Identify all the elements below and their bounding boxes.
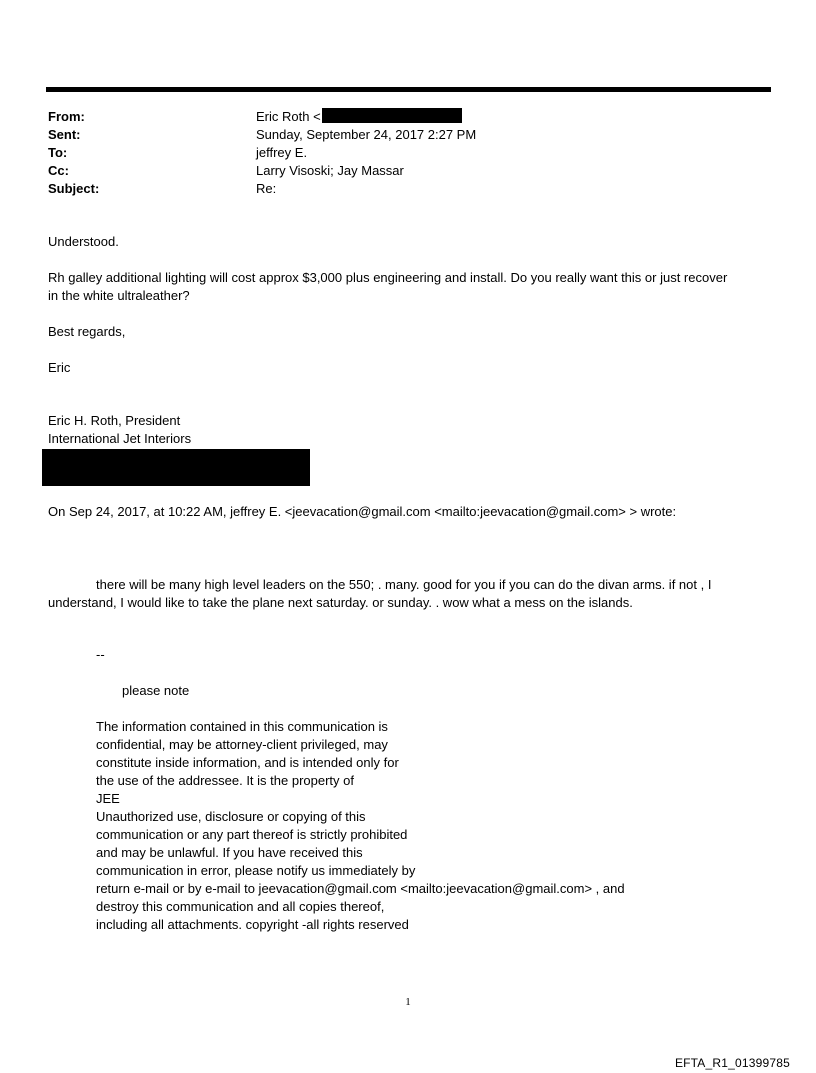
disclaimer-line: constitute inside information, and is intended only for bbox=[96, 755, 399, 770]
sent-label: Sent: bbox=[48, 127, 81, 142]
disclaimer-line: and may be unlawful. If you have received this bbox=[96, 845, 363, 860]
disclaimer-line: communication or any part thereof is strictly prohibited bbox=[96, 827, 408, 842]
disclaimer-line: the use of the addressee. It is the property of bbox=[96, 773, 354, 788]
signature-separator: -- bbox=[96, 647, 105, 662]
reply-line: Understood. bbox=[48, 234, 119, 249]
to-value: jeffrey E. bbox=[256, 145, 308, 160]
reply-closing: Best regards, bbox=[48, 324, 126, 339]
quoted-message-line-2: understand, I would like to take the plane next saturday. or sunday. . wow what a mess on the islands. bbox=[48, 595, 633, 610]
disclaimer-line: including all attachments. copyright -all rights reserved bbox=[96, 917, 409, 932]
cc-label: Cc: bbox=[48, 163, 69, 178]
subject-value: Re: bbox=[256, 181, 277, 196]
redaction-block bbox=[42, 449, 310, 486]
disclaimer-line: The information contained in this communication is bbox=[96, 719, 388, 734]
signature-company: International Jet Interiors bbox=[48, 431, 192, 446]
reply-paragraph-line-2: in the white ultraleather? bbox=[48, 288, 190, 303]
reply-name: Eric bbox=[48, 360, 71, 375]
from-label: From: bbox=[48, 109, 85, 124]
disclaimer-line: communication in error, please notify us immediately by bbox=[96, 863, 416, 878]
disclaimer-line: confidential, may be attorney-client privileged, may bbox=[96, 737, 388, 752]
reply-paragraph-line-1: Rh galley additional lighting will cost approx $3,000 plus engineering and install. Do you really want this or just recover bbox=[48, 270, 728, 285]
cc-value: Larry Visoski; Jay Massar bbox=[256, 163, 404, 178]
quoted-message-line-1: there will be many high level leaders on the 550; . many. good for you if you can do the divan arms. if not , I bbox=[96, 577, 712, 592]
sent-value: Sunday, September 24, 2017 2:27 PM bbox=[256, 127, 477, 142]
signature-name: Eric H. Roth, President bbox=[48, 413, 181, 428]
disclaimer bbox=[96, 718, 625, 934]
from-name: Eric Roth < bbox=[256, 109, 321, 124]
to-label: To: bbox=[48, 145, 68, 160]
disclaimer-line: Unauthorized use, disclosure or copying of this bbox=[96, 809, 366, 824]
quote-attribution: On Sep 24, 2017, at 10:22 AM, jeffrey E. <jeevacation@gmail.com <mailto:jeevacation@gmail.com> > wrote: bbox=[48, 504, 677, 519]
disclaimer-line: JEE bbox=[96, 791, 120, 806]
disclaimer-line: destroy this communication and all copies thereof, bbox=[96, 899, 385, 914]
page-number: 1 bbox=[405, 996, 411, 1008]
header-rule bbox=[46, 87, 771, 92]
subject-label: Subject: bbox=[48, 181, 100, 196]
quoted-message bbox=[48, 576, 768, 612]
redaction-box bbox=[322, 108, 462, 123]
disclaimer-line: return e-mail or by e-mail to jeevacation@gmail.com <mailto:jeevacation@gmail.com> , and bbox=[96, 881, 625, 896]
please-note: please note bbox=[122, 683, 190, 698]
from-value bbox=[256, 108, 462, 126]
bates-number: EFTA_R1_01399785 bbox=[674, 1056, 790, 1070]
